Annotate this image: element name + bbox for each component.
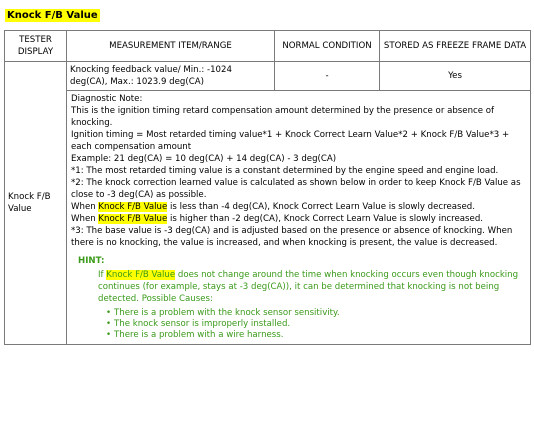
diagnostic-line-3: Example: 21 deg(CA) = 10 deg(CA) + 14 deg(CA) - 3 deg(CA) (71, 154, 337, 164)
causes-list (98, 308, 527, 341)
when-1-pre: When (71, 202, 99, 212)
page-title: Knock F/B Value (7, 10, 98, 21)
list-item: • There is a problem with a wire harness. (106, 330, 527, 341)
header-tester-display: TESTER DISPLAY (5, 31, 67, 62)
header-freeze-frame: STORED AS FREEZE FRAME DATA (380, 31, 531, 62)
hint-title: HINT: (78, 256, 105, 266)
diagnostic-line-5: *2: The knock correction learned value is calculated as shown below in order to keep Knock F/B Value as close to -3 deg(CA) as possible. (71, 178, 521, 200)
diagnostic-line-2: Ignition timing = Most retarded timing value*1 + Knock Correct Learn Value*2 + Knock F/B Value*3 + each compensation amount (71, 130, 510, 152)
cell-measurement: Knocking feedback value/ Min.: -1024 deg(CA), Max.: 1023.9 deg(CA) (67, 62, 275, 91)
diagnostic-note-cell (67, 91, 531, 345)
list-item: • There is a problem with the knock sensor sensitivity. (106, 308, 527, 319)
hint-body (78, 269, 527, 341)
diagnostic-line-4: *1: The most retarded timing value is a constant determined by the engine speed and engine load. (71, 166, 499, 176)
diagnostic-line-6: *3: The base value is -3 deg(CA) and is adjusted based on the presence or absence of knocking. When there is no knocking, the value is increased, and when knocking is present, the value is decreased. (71, 226, 513, 248)
diagnostic-when-2 (71, 213, 527, 225)
header-measurement: MEASUREMENT ITEM/RANGE (67, 31, 275, 62)
when-1-post: is less than -4 deg(CA), Knock Correct Learn Value is slowly decreased. (167, 202, 475, 212)
table-row (5, 62, 531, 91)
hint-pre: If (98, 270, 107, 280)
cell-freeze-frame: Yes (380, 62, 531, 91)
header-normal-condition: NORMAL CONDITION (275, 31, 380, 62)
hint-section (71, 249, 527, 344)
diagnostic-row (5, 91, 531, 345)
spec-table (4, 30, 531, 345)
hint-text (98, 269, 527, 305)
when-2-highlight: Knock F/B Value (98, 214, 168, 224)
diagnostic-line-1: This is the ignition timing retard compensation amount determined by the presence or absence of knocking. (71, 106, 495, 128)
page-title-wrap (5, 3, 100, 22)
when-2-pre: When (71, 214, 99, 224)
diagnostic-label: Diagnostic Note: (71, 94, 143, 104)
cell-tester-display: Knock F/B Value (5, 62, 67, 345)
when-2-post: is higher than -2 deg(CA), Knock Correct Learn Value is slowly increased. (167, 214, 484, 224)
when-1-highlight: Knock F/B Value (98, 202, 168, 212)
table-header-row (5, 31, 531, 62)
diagnostic-when-1 (71, 201, 527, 213)
cell-normal-condition: - (275, 62, 380, 91)
hint-post: does not change around the time when knocking occurs even though knocking continues (for example, stays at -3 deg(CA)), it can be determined that knocking is not being detected. Possible Causes: (98, 270, 519, 304)
hint-highlight: Knock F/B Value (106, 270, 176, 280)
list-item: • The knock sensor is improperly installed. (106, 319, 527, 330)
